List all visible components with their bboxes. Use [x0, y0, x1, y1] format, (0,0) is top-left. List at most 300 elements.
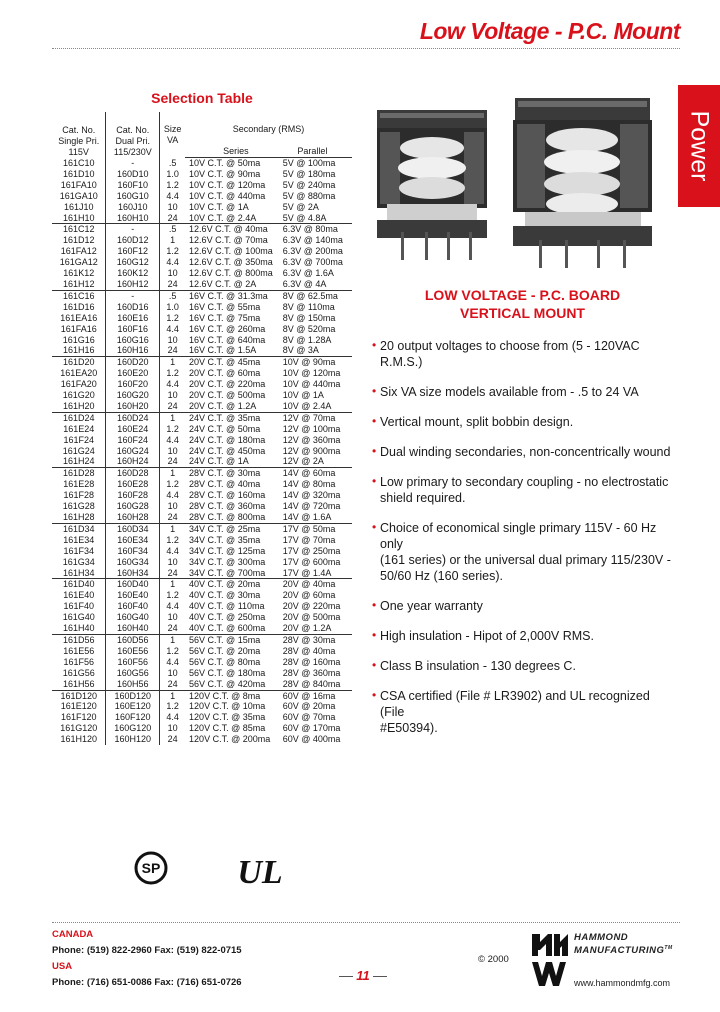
series-cell: 28V C.T. @ 160ma [189, 490, 266, 501]
feature-item [372, 520, 672, 584]
single-primary-cell: 161D28 [52, 468, 106, 479]
hammond-logo-icon [530, 928, 570, 990]
series-cell: 34V C.T. @ 25ma [185, 523, 273, 534]
table-group [52, 468, 352, 524]
size-va-cell: 4.4 [166, 545, 179, 556]
dual-primary-cell: 160H12 [106, 279, 160, 290]
size-va-cell: 24 [167, 567, 178, 578]
table-row [52, 546, 352, 557]
parallel-cell: 10V @ 440ma [282, 379, 341, 390]
single-primary-cell: 161FA16 [52, 324, 106, 335]
ul-mark-text: UL [237, 854, 283, 889]
series-cell: 10V C.T. @ 2.4A [189, 212, 257, 223]
series-cell: 120V C.T. @ 8ma [185, 690, 273, 701]
single-primary-cell: 161D120 [52, 690, 106, 701]
dual-primary-cell: 160F120 [106, 712, 160, 723]
dual-primary-cell: 160E24 [106, 424, 160, 435]
table-row [52, 224, 352, 235]
table-row [52, 213, 352, 224]
page-title: Low Voltage - P.C. Mount [419, 18, 680, 44]
size-va-cell: 10 [167, 268, 178, 279]
feature-text: • Low primary to secondary coupling - no electrostatic [380, 475, 669, 489]
dual-primary-cell: 160E56 [106, 646, 160, 657]
single-primary-cell: 161G20 [52, 390, 106, 401]
single-primary-cell: 161EA20 [52, 368, 106, 379]
parallel-cell: 60V @ 170ma [282, 723, 341, 734]
table-row [52, 557, 352, 568]
parallel-cell: 8V @ 62.5ma [273, 290, 352, 301]
series-cell: 40V C.T. @ 250ma [189, 612, 266, 623]
dual-primary-cell: 160H10 [106, 213, 160, 224]
table-group [52, 158, 352, 224]
series-cell: 56V C.T. @ 20ma [189, 645, 261, 656]
table-row [52, 379, 352, 390]
parallel-cell: 28V @ 40ma [282, 645, 336, 656]
table-row [52, 712, 352, 723]
series-cell: 40V C.T. @ 20ma [185, 579, 273, 590]
table-row [52, 579, 352, 590]
feature-text: • High insulation - Hipot of 2,000V RMS. [380, 629, 594, 643]
header-size [160, 112, 185, 158]
table-row [52, 456, 352, 467]
size-va-cell: 1.2 [166, 179, 179, 190]
parallel-cell: 5V @ 180ma [282, 168, 336, 179]
header-parallel: Parallel [273, 146, 352, 158]
feature-item [372, 474, 672, 506]
single-primary-cell: 161D56 [52, 634, 106, 645]
parallel-cell: 12V @ 900ma [282, 445, 341, 456]
feature-list [372, 338, 672, 750]
single-primary-cell: 161H20 [52, 401, 106, 412]
size-va-cell: 24 [167, 345, 178, 356]
dual-primary-cell: - [106, 290, 160, 301]
dual-primary-cell: 160F10 [106, 180, 160, 191]
series-cell: 20V C.T. @ 1.2A [189, 400, 257, 411]
feature-text: • Vertical mount, split bobbin design. [380, 415, 574, 429]
parallel-cell: 28V @ 840ma [282, 678, 341, 689]
page-number [332, 968, 394, 983]
single-primary-cell: 161GA10 [52, 191, 106, 202]
feature-item [372, 338, 672, 370]
header-single-primary [52, 112, 106, 158]
dual-primary-cell: 160D40 [106, 579, 160, 590]
dual-primary-cell: 160G12 [106, 257, 160, 268]
parallel-cell: 8V @ 520ma [282, 323, 336, 334]
parallel-cell: 8V @ 3A [282, 345, 319, 356]
parallel-cell: 6.3V @ 700ma [282, 257, 343, 268]
size-va-cell: 1 [160, 468, 185, 479]
single-primary-cell: 161FA20 [52, 379, 106, 390]
header-secondary: Secondary (RMS) [232, 124, 305, 134]
page-number-value: 11 [356, 968, 370, 983]
single-primary-cell: 161H120 [52, 734, 106, 745]
dual-primary-cell: 160E34 [106, 535, 160, 546]
size-va-cell: .5 [168, 157, 177, 168]
parallel-cell: 10V @ 120ma [282, 368, 341, 379]
dual-primary-cell: 160G34 [106, 557, 160, 568]
page-number-rule-right [373, 976, 387, 977]
size-va-cell: 10 [167, 612, 178, 623]
table-row [52, 158, 352, 169]
parallel-cell: 60V @ 70ma [282, 712, 336, 723]
table-row [52, 623, 352, 634]
size-va-cell: 4.4 [166, 379, 179, 390]
single-primary-cell: 161C16 [52, 290, 106, 301]
size-va-cell: 24 [167, 278, 178, 289]
dual-primary-cell: 160K12 [106, 268, 160, 279]
canada-phones: Phone: (519) 822-2960 Fax: (519) 822-0715 [52, 945, 242, 956]
header-dual-primary-line2: Dual Pri. [115, 135, 151, 146]
series-cell: 10V C.T. @ 1A [189, 201, 249, 212]
single-primary-cell: 161F24 [52, 435, 106, 446]
size-va-cell: 4.4 [166, 323, 179, 334]
feature-item [372, 444, 672, 460]
feature-item [372, 598, 672, 614]
parallel-cell: 60V @ 16ma [273, 690, 352, 701]
single-primary-cell: 161G34 [52, 557, 106, 568]
header-single-primary-line1: Cat. No. [62, 124, 96, 135]
single-primary-cell: 161K12 [52, 268, 106, 279]
series-cell: 10V C.T. @ 90ma [189, 168, 261, 179]
website-link[interactable]: www.hammondmfg.com [574, 978, 671, 988]
parallel-cell: 17V @ 600ma [282, 556, 341, 567]
dual-primary-cell: 160E16 [106, 313, 160, 324]
header-size-line2: VA [166, 135, 179, 145]
parallel-cell: 17V @ 1.4A [282, 567, 332, 578]
size-va-cell: 10 [167, 390, 178, 401]
table-row [52, 601, 352, 612]
series-cell: 12.6V C.T. @ 800ma [189, 268, 273, 279]
parallel-cell: 17V @ 250ma [282, 545, 341, 556]
single-primary-cell: 161H16 [52, 345, 106, 356]
company-name [574, 932, 673, 956]
feature-text: #E50394). [380, 721, 438, 735]
parallel-cell: 8V @ 1.28A [282, 334, 332, 345]
table-group [52, 634, 352, 690]
feature-text: • Dual winding secondaries, non-concentrically wound [380, 445, 671, 459]
single-primary-cell: 161G40 [52, 612, 106, 623]
parallel-cell: 5V @ 100ma [282, 158, 336, 168]
selection-table-title: Selection Table [151, 90, 253, 106]
dual-primary-cell: 160G28 [106, 501, 160, 512]
small-transformer [377, 110, 487, 260]
parallel-cell: 5V @ 2A [282, 201, 319, 212]
size-va-cell: 1 [160, 523, 185, 534]
feature-item [372, 414, 672, 430]
table-row [52, 535, 352, 546]
series-cell: 34V C.T. @ 700ma [189, 567, 266, 578]
dual-primary-cell: 160G120 [106, 723, 160, 734]
size-va-cell: 1.2 [166, 701, 179, 712]
parallel-cell: 10V @ 90ma [273, 357, 352, 368]
single-primary-cell: 161C10 [52, 158, 106, 169]
parallel-cell: 8V @ 110ma [282, 301, 335, 312]
parallel-cell: 14V @ 80ma [282, 479, 336, 490]
size-va-cell: 10 [167, 667, 178, 678]
single-primary-cell: 161F28 [52, 490, 106, 501]
dual-primary-cell: 160D56 [106, 634, 160, 645]
series-cell: 12.6V C.T. @ 70ma [189, 235, 268, 246]
table-group [52, 412, 352, 468]
size-va-cell: 1.2 [166, 246, 179, 257]
table-row [52, 401, 352, 412]
single-primary-cell: 161C12 [52, 224, 106, 235]
size-va-cell: 24 [167, 212, 178, 223]
size-va-cell: 1.2 [166, 534, 179, 545]
parallel-cell: 10V @ 1A [282, 390, 324, 401]
parallel-cell: 20V @ 40ma [273, 579, 352, 590]
parallel-cell: 14V @ 60ma [273, 468, 352, 479]
feature-item [372, 384, 672, 400]
series-cell: 20V C.T. @ 500ma [189, 390, 266, 401]
series-cell: 56V C.T. @ 420ma [189, 678, 266, 689]
company-name-line2-text: MANUFACTURING [574, 945, 665, 957]
section-tab-label: Power [685, 110, 714, 182]
table-row [52, 290, 352, 301]
table-row [52, 345, 352, 356]
parallel-cell: 14V @ 320ma [282, 490, 341, 501]
size-va-cell: 24 [167, 734, 178, 745]
table-row [52, 268, 352, 279]
series-cell: 24V C.T. @ 50ma [189, 423, 261, 434]
parallel-cell: 5V @ 4.8A [282, 212, 327, 223]
size-va-cell: 24 [167, 512, 178, 522]
series-cell: 20V C.T. @ 45ma [185, 357, 273, 368]
table-row [52, 612, 352, 623]
size-va-cell: 4.4 [166, 257, 179, 268]
dual-primary-cell: 160E28 [106, 479, 160, 490]
page-number-rule-left [339, 976, 353, 977]
single-primary-cell: 161D40 [52, 579, 106, 590]
dual-primary-cell: 160D28 [106, 468, 160, 479]
contact-info [52, 927, 242, 991]
parallel-cell: 20V @ 1.2A [282, 623, 332, 634]
dual-primary-cell: 160H28 [106, 512, 160, 523]
single-primary-cell: 161H34 [52, 568, 106, 579]
table-row [52, 435, 352, 446]
single-primary-cell: 161G16 [52, 335, 106, 346]
single-primary-cell: 161D20 [52, 357, 106, 368]
table-row [52, 468, 352, 479]
series-cell: 16V C.T. @ 1.5A [189, 345, 257, 356]
size-va-cell: 10 [167, 334, 178, 345]
parallel-cell: 60V @ 20ma [282, 701, 336, 712]
dual-primary-cell: 160F24 [106, 435, 160, 446]
header-single-primary-line2: Single Pri. [58, 135, 100, 146]
single-primary-cell: 161E56 [52, 646, 106, 657]
large-transformer [513, 98, 652, 268]
series-cell: 34V C.T. @ 35ma [189, 534, 261, 545]
table-row [52, 723, 352, 734]
size-va-cell: 10 [167, 556, 178, 567]
series-cell: 28V C.T. @ 40ma [189, 479, 261, 490]
table-row [52, 523, 352, 534]
series-cell: 12.6V C.T. @ 100ma [189, 246, 273, 257]
single-primary-cell: 161H28 [52, 512, 106, 523]
product-heading [375, 286, 670, 322]
single-primary-cell: 161H40 [52, 623, 106, 634]
size-va-cell: 1 [160, 634, 185, 645]
parallel-cell: 28V @ 160ma [282, 656, 341, 667]
dual-primary-cell: 160D34 [106, 523, 160, 534]
single-primary-cell: 161GA12 [52, 257, 106, 268]
single-primary-cell: 161G120 [52, 723, 106, 734]
parallel-cell: 14V @ 1.6A [282, 512, 332, 522]
series-cell: 28V C.T. @ 800ma [189, 512, 266, 522]
size-va-cell: 4.4 [166, 190, 179, 201]
table-row [52, 191, 352, 202]
header-dual-primary [106, 112, 160, 158]
single-primary-cell: 161F34 [52, 546, 106, 557]
series-cell: 16V C.T. @ 55ma [189, 301, 261, 312]
table-row [52, 257, 352, 268]
table-group [52, 523, 352, 579]
series-cell: 40V C.T. @ 30ma [189, 590, 261, 601]
header-single-primary-line3: 115V [68, 146, 89, 157]
dual-primary-cell: 160F28 [106, 490, 160, 501]
table-row [52, 668, 352, 679]
product-photo [375, 80, 665, 275]
size-va-cell: 1.2 [166, 479, 179, 490]
feature-text: • Choice of economical single primary 115V - 60 Hz only [380, 521, 657, 551]
parallel-cell: 5V @ 240ma [282, 179, 336, 190]
size-va-cell: 1.2 [166, 312, 179, 323]
csa-certification-icon [134, 850, 168, 886]
product-heading-line1: LOW VOLTAGE - P.C. BOARD [424, 287, 621, 303]
dual-primary-cell: 160D10 [106, 169, 160, 180]
series-cell: 120V C.T. @ 85ma [189, 723, 266, 734]
feature-text: (161 series) or the universal dual primary 115/230V - [380, 553, 671, 567]
feature-text: • Class B insulation - 130 degrees C. [380, 659, 576, 673]
size-va-cell: .5 [160, 224, 185, 235]
parallel-cell: 8V @ 150ma [282, 312, 336, 323]
parallel-cell: 12V @ 2A [282, 456, 324, 467]
series-cell: 12.6V C.T. @ 40ma [185, 224, 273, 235]
parallel-cell: 6.3V @ 200ma [282, 246, 343, 257]
series-cell: 120V C.T. @ 10ma [189, 701, 266, 712]
parallel-cell: 14V @ 720ma [282, 501, 341, 512]
single-primary-cell: 161E24 [52, 424, 106, 435]
dual-primary-cell: 160F40 [106, 601, 160, 612]
size-va-cell: 4.4 [166, 656, 179, 667]
footer-divider [52, 922, 680, 923]
size-va-cell: 10 [167, 501, 178, 512]
series-cell: 28V C.T. @ 30ma [185, 468, 273, 479]
size-va-cell: 1.0 [166, 168, 179, 179]
size-va-cell: 1.2 [166, 590, 179, 601]
single-primary-cell: 161FA12 [52, 246, 106, 257]
single-primary-cell: 161H12 [52, 279, 106, 290]
size-va-cell: 1 [160, 357, 185, 368]
table-row [52, 634, 352, 645]
table-row [52, 169, 352, 180]
company-name-line1: HAMMOND [574, 932, 629, 943]
company-name-line2 [574, 943, 673, 956]
dual-primary-cell: 160H120 [106, 734, 160, 745]
canada-label: CANADA [52, 929, 94, 940]
parallel-cell: 5V @ 880ma [282, 190, 336, 201]
usa-label: USA [52, 961, 73, 972]
size-va-cell: 4.4 [166, 490, 179, 501]
parallel-cell: 17V @ 50ma [273, 523, 352, 534]
parallel-cell: 12V @ 360ma [282, 434, 341, 445]
size-va-cell: 1.2 [166, 645, 179, 656]
trademark-symbol: TM [664, 945, 673, 951]
dual-primary-cell: 160H34 [106, 568, 160, 579]
selection-table-header [52, 112, 352, 158]
dual-primary-cell: 160F34 [106, 546, 160, 557]
table-row [52, 490, 352, 501]
series-cell: 40V C.T. @ 600ma [189, 623, 266, 634]
size-va-cell: 1 [170, 235, 176, 246]
table-row [52, 335, 352, 346]
series-cell: 10V C.T. @ 50ma [189, 158, 261, 168]
dual-primary-cell: 160H20 [106, 401, 160, 412]
single-primary-cell: 161F40 [52, 601, 106, 612]
single-primary-cell: 161G24 [52, 446, 106, 457]
single-primary-cell: 161FA10 [52, 180, 106, 191]
size-va-cell: 1 [160, 690, 185, 701]
dual-primary-cell: 160E40 [106, 590, 160, 601]
table-row [52, 657, 352, 668]
table-row [52, 246, 352, 257]
single-primary-cell: 161E120 [52, 701, 106, 712]
series-cell: 120V C.T. @ 35ma [189, 712, 266, 723]
dual-primary-cell: 160D20 [106, 357, 160, 368]
size-va-cell: 4.4 [166, 434, 179, 445]
parallel-cell: 6.3V @ 140ma [282, 235, 343, 246]
single-primary-cell: 161E34 [52, 535, 106, 546]
series-cell: 24V C.T. @ 450ma [189, 445, 266, 456]
series-cell: 20V C.T. @ 220ma [189, 379, 266, 390]
table-row [52, 324, 352, 335]
parallel-cell: 60V @ 400ma [282, 734, 341, 745]
table-row [52, 412, 352, 423]
dual-primary-cell: 160E20 [106, 368, 160, 379]
series-cell: 24V C.T. @ 180ma [189, 434, 266, 445]
series-cell: 12.6V C.T. @ 2A [189, 278, 257, 289]
parallel-cell: 6.3V @ 4A [282, 278, 327, 289]
series-cell: 56V C.T. @ 15ma [185, 634, 273, 645]
section-tab [678, 85, 720, 207]
table-row [52, 313, 352, 324]
single-primary-cell: 161EA16 [52, 313, 106, 324]
single-primary-cell: 161G28 [52, 501, 106, 512]
dual-primary-cell: 160J10 [106, 202, 160, 213]
title-divider [52, 48, 680, 49]
feature-text: • CSA certified (File # LR3902) and UL recognized (File [380, 689, 650, 719]
size-va-cell: 10 [167, 723, 178, 734]
single-primary-cell: 161D34 [52, 523, 106, 534]
dual-primary-cell: 160H24 [106, 456, 160, 467]
table-group [52, 579, 352, 635]
table-row [52, 235, 352, 246]
size-va-cell: 24 [167, 623, 178, 634]
table-group [52, 357, 352, 413]
ul-recognized-icon [232, 853, 288, 889]
series-cell: 40V C.T. @ 110ma [189, 601, 265, 612]
parallel-cell: 20V @ 60ma [282, 590, 336, 601]
series-cell: 24V C.T. @ 35ma [185, 412, 273, 423]
dual-primary-cell: - [106, 224, 160, 235]
table-row [52, 180, 352, 191]
size-va-cell: 24 [167, 456, 178, 467]
parallel-cell: 28V @ 30ma [273, 634, 352, 645]
single-primary-cell: 161D16 [52, 302, 106, 313]
series-cell: 56V C.T. @ 180ma [189, 667, 266, 678]
table-row [52, 590, 352, 601]
series-cell: 28V C.T. @ 360ma [189, 501, 266, 512]
